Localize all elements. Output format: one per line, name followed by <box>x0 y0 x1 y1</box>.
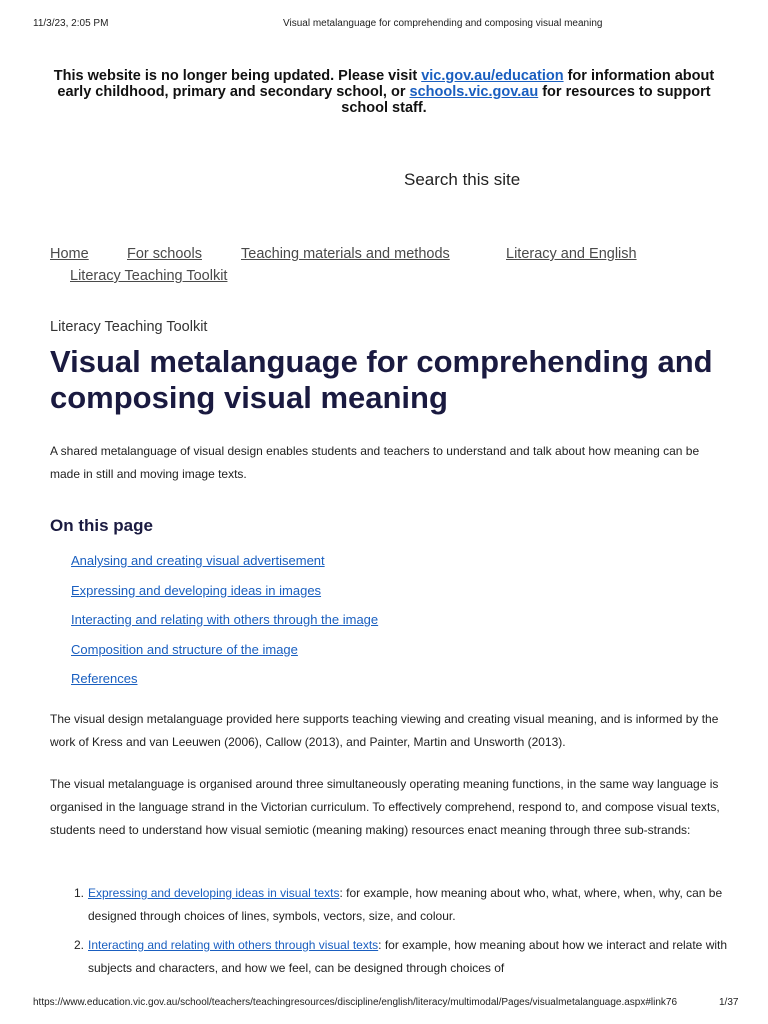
sub-strands-list <box>50 882 730 986</box>
list-item <box>50 882 730 928</box>
print-url: https://www.education.vic.gov.au/school/teachers/teachingresources/discipline/english/literacy/multimodal/Pages/visualmetalanguage.aspx#link76 <box>33 997 678 1008</box>
page-kicker: Literacy Teaching Toolkit <box>50 319 208 335</box>
banner-text-3: for resources to support school staff. <box>341 84 711 116</box>
list-item-text: : for example, how meaning about how we interact and relate with subjects and characters, and how we feel, can be designed through choices of <box>88 938 728 975</box>
page-title: Visual metalanguage for comprehending and composing visual meaning <box>50 344 713 415</box>
list-number: 2. <box>74 938 85 952</box>
schools-vic-gov-link[interactable]: schools.vic.gov.au <box>409 84 539 100</box>
toc-link-references[interactable]: References <box>71 671 138 686</box>
toc-list <box>71 549 378 697</box>
breadcrumb-home[interactable]: Home <box>50 246 89 262</box>
breadcrumb-literacy-toolkit[interactable]: Literacy Teaching Toolkit <box>70 268 228 284</box>
print-title: Visual metalanguage for comprehending and composing visual meaning <box>283 18 603 29</box>
banner-text-1: This website is no longer being updated. Please visit <box>53 68 422 84</box>
toc-link-composition[interactable]: Composition and structure of the image <box>71 641 298 657</box>
list-item <box>50 934 730 980</box>
breadcrumb-literacy-english[interactable]: Literacy and English <box>506 246 637 262</box>
search-site-button[interactable]: Search this site <box>404 170 521 189</box>
toc-link-interacting-relating[interactable]: Interacting and relating with others through the image <box>71 612 379 627</box>
breadcrumb-teaching-materials[interactable]: Teaching materials and methods <box>241 246 450 262</box>
intro-paragraph: A shared metalanguage of visual design enables students and teachers to understand and talk about how meaning can be made in still and moving image texts. <box>50 444 700 481</box>
toc-item <box>71 638 378 668</box>
banner-text-2: for information about early childhood, primary and secondary school, or <box>57 68 715 100</box>
list-number: 1. <box>74 886 85 900</box>
link-expressing-ideas-visual[interactable]: Expressing and developing ideas in visual texts <box>88 886 340 900</box>
print-header <box>0 0 768 29</box>
list-item-text: : for example, how meaning about who, what, where, when, why, can be designed through choices of lines, symbols, vectors, size, and colour. <box>88 886 723 923</box>
print-page-number: 1/37 <box>719 997 739 1008</box>
toc-link-visual-advertisement[interactable]: Analysing and creating visual advertisement <box>71 553 325 568</box>
link-interacting-relating-visual[interactable]: Interacting and relating with others through visual texts <box>88 938 379 952</box>
toc-item <box>71 667 378 697</box>
print-footer <box>0 992 768 1016</box>
toc-item <box>71 579 378 609</box>
toc-heading: On this page <box>50 516 153 535</box>
notice-banner <box>40 68 728 116</box>
toc-link-expressing-ideas[interactable]: Expressing and developing ideas in images <box>71 582 322 598</box>
toc-item <box>71 608 378 638</box>
breadcrumb-for-schools[interactable]: For schools <box>127 246 202 262</box>
vic-gov-education-link[interactable]: vic.gov.au/education <box>421 68 564 84</box>
body-paragraph-2: The visual metalanguage is organised around three simultaneously operating meaning functions, in the same way language is organised in the language strand in the Victorian curriculum. To effectively comprehend, respond to, and compose visual texts, students need to understand how visual semiotic (meaning making) resources enact meaning through three sub-strands: <box>50 777 720 837</box>
body-paragraph-1: The visual design metalanguage provided here supports teaching viewing and creating visual meaning, and is informed by the work of Kress and van Leeuwen (2006), Callow (2013), and Painter, Martin and Unsworth (2013). <box>50 712 719 749</box>
toc-item <box>71 549 378 579</box>
print-datetime: 11/3/23, 2:05 PM <box>33 18 109 29</box>
